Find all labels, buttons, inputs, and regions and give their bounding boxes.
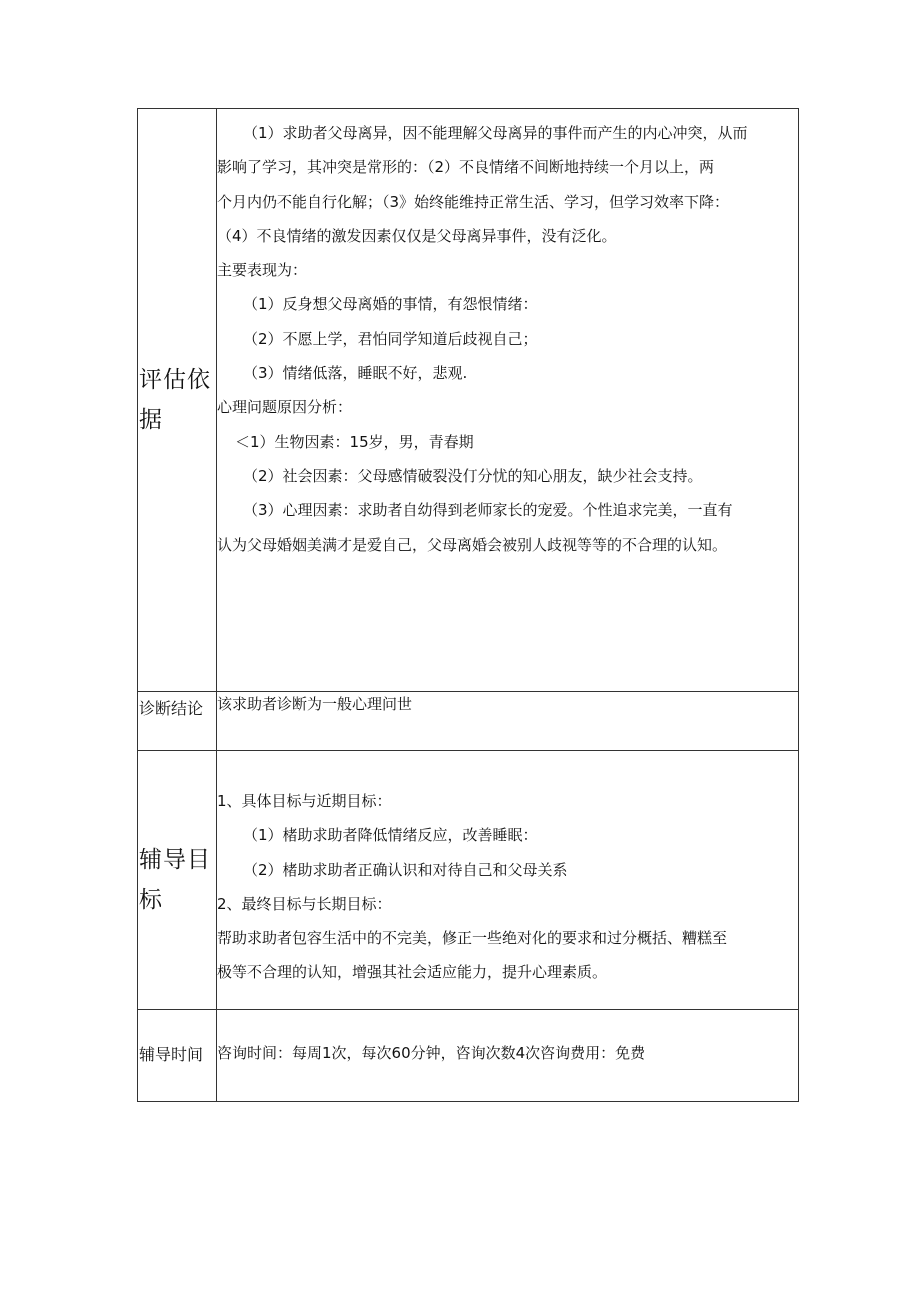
assessment-content-cell [217,109,799,692]
time-content-cell [217,1010,799,1102]
assessment-heading: 心理问题原因分析： [217,398,353,417]
goals-line: 极等不合理的认知，增强其社会适应能力，提升心理素质。 [217,963,608,982]
assessment-line: （1）反身想父母离婚的事情，有怨恨情绪： [243,295,538,314]
time-label: 辅导时间 [139,1045,204,1064]
counseling-form-table [137,108,799,1102]
time-text: 咨询时间：每周1次，每次60分钟，咨询次数4次咨询费用：免费 [217,1044,646,1062]
assessment-line: 影响了学习，其冲突是常形的：（2）不良情绪不间断地持续一个月以上，两 [217,158,715,177]
goals-line: （2）楮助求助者正确认识和对待自己和父母关系 [243,860,568,879]
assessment-line: （3）心理因素：求助者自幼得到老师家长的宠爱。个性追求完美，一直有 [243,501,733,520]
assessment-heading: 主要表现为： [217,261,308,280]
goals-line: 帮助求助者包容生活中的不完美，修正一些绝对化的要求和过分概括、糟糕至 [217,929,728,948]
time-label-cell [138,1010,217,1102]
goals-label-cell [138,751,217,1010]
goals-row [138,751,799,1010]
diagnosis-label-cell [138,692,217,751]
assessment-label-cell [138,109,217,692]
assessment-line: 个月内仍不能自行化解；（3》始终能维持正常生活、学习，但学习效率下降： [217,192,730,211]
assessment-row [138,109,799,692]
assessment-line: ＜1）生物因素：15岁，男，青春期 [235,432,474,451]
diagnosis-text: 该求助者诊断为一般心理问世 [217,695,413,713]
time-row [138,1010,799,1102]
goals-label: 辅导目标 [139,847,211,913]
assessment-line: （4）不良情绪的激发因素仅仅是父母离异事件，没有泛化。 [217,226,617,245]
goals-content-cell [217,751,799,1010]
goals-heading: 2、最终目标与长期目标： [217,894,392,913]
diagnosis-row [138,692,799,751]
assessment-line: （2）不愿上学，君怕同学知道后歧视自己； [243,329,538,348]
diagnosis-content-cell [217,692,799,751]
goals-line: （1）楮助求助者降低情绪反应，改善睡眠： [243,826,538,845]
assessment-line: 认为父母婚姻美满才是爱自己，父母离婚会被别人歧视等等的不合理的认知。 [217,535,728,554]
assessment-line: （2）社会因素：父母感情破裂没仃分忧的知心朋友，缺少社会支持。 [243,466,703,485]
assessment-line: （3）情绪低落，睡眠不好，悲观. [243,364,468,383]
assessment-label: 评估依据 [139,367,211,433]
assessment-line: （1）求助者父母离异，因不能理解父母离异的事件而产生的内心冲突，从而 [243,124,748,142]
diagnosis-label: 诊断结论 [139,699,204,718]
goals-heading: 1、具体目标与近期目标： [217,792,392,810]
